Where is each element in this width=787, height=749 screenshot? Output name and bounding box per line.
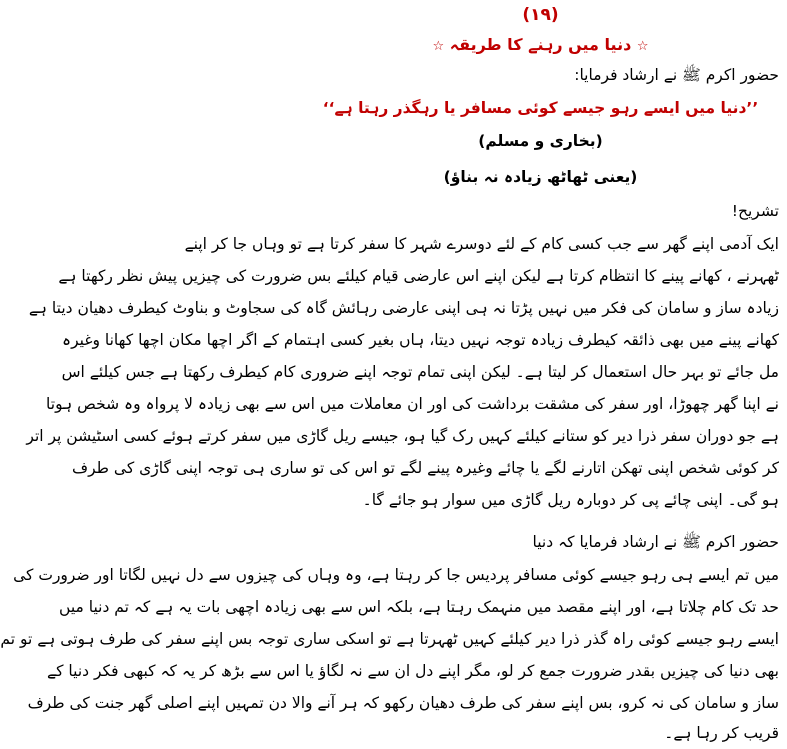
paragraph-line: ساز و سامان کی نہ کرو، بس اپنے سفر کی طرف دھیان رکھو کہ ہر آنے والا دن تمہیں اپنے اصلی گھر جنت کی طرف xyxy=(27,694,779,712)
paragraph-line: ٹھہرنے ، کھانے پینے کا انتظام کرتا ہے لیکن اپنے اس عارضی قیام کیلئے بس ضرورت کی چیزیں پیش نظر رکھتا ہے xyxy=(58,267,779,285)
section-title-text: دنیا میں رہنے کا طریقہ xyxy=(449,35,632,54)
hadith-intro: حضور اکرم ﷺ نے ارشاد فرمایا: xyxy=(574,66,779,84)
paragraph-line: میں تم ایسے ہی رہو جیسے کوئی مسافر پردیس جا کر رہتا ہے، وہ وہاں کی چیزوں سے دل نہیں لگاتا اور ضرورت کی xyxy=(13,566,779,584)
paragraph-line: بھی دنیا کی چیزیں بقدر ضرورت جمع کر لو، مگر اپنے دل ان سے نہ لگاؤ یا اس سے بڑھ کر یہ کہ کبھی فکر دنیا کے xyxy=(47,662,779,680)
tashreeh-heading: تشریح! xyxy=(731,202,779,220)
paragraph-line: ایسے رہو جیسے کوئی راہ گذر ذرا دیر کیلئے کہیں ٹھہرتا ہے تو اسکی ساری توجہ بس اپنے سفر کی طرف ہوتی ہے تو تم xyxy=(0,630,779,648)
star-icon: ☆ xyxy=(636,39,649,54)
paragraph-line: حد تک کام چلاتا ہے، اور اپنے مقصد میں منہمک رہتا ہے، بلکہ اس سے بھی زیادہ اچھی بات یہ ہے کہ تم دنیا میں xyxy=(59,598,779,616)
paragraph-line: ہے جو دوران سفر ذرا دیر کو ستانے کیلئے کہیں رک گیا ہو، جیسے ریل گاڑی میں سفر کرتے ہوئے کسی اسٹیشن پر اتر xyxy=(26,427,779,445)
star-icon: ☆ xyxy=(432,39,445,54)
hadith-explanation: (یعنی ٹھاٹھ زیادہ نہ بناؤ) xyxy=(443,168,638,186)
paragraph-line: کھانے پینے میں بھی ذائقہ کیطرف زیادہ توجہ نہیں دیتا، ہاں بغیر کسی اہتمام کے اگر اچھا مکان اچھا کھانا وغیرہ xyxy=(62,331,779,349)
section-title xyxy=(294,35,787,54)
paragraph-line: ایک آدمی اپنے گھر سے جب کسی کام کے لئے دوسرے شہر کا سفر کرتا ہے تو وہاں جا کر اپنے xyxy=(184,235,779,253)
hadith-reference: (بخاری و مسلم) xyxy=(478,132,603,150)
paragraph-line: کر کوئی شخص اپنی تھکن اتارنے لگے یا چائے وغیرہ پینے لگے تو اس کی تو ساری ہی توجہ اپنی گاڑی کی طرف xyxy=(72,459,779,477)
paragraph-line: نے اپنا گھر چھوڑا، اور سفر کی مشقت برداشت کی اور ان معاملات میں اس سے بھی زیادہ لا پرواہ وہ شخص ہوتا xyxy=(46,395,779,413)
paragraph-line: مل جائے تو بہر حال استعمال کر لیتا ہے۔ لیکن اپنی تمام توجہ اپنے ضروری کام کیطرف رکھتا ہے جس کیلئے اس xyxy=(61,363,779,381)
page-number: (۱۹) xyxy=(522,5,559,25)
second-hadith-intro: حضور اکرم ﷺ نے ارشاد فرمایا کہ دنیا xyxy=(532,533,779,551)
paragraph-line: زیادہ ساز و سامان کی فکر میں نہیں پڑتا نہ ہی اپنی عارضی رہائش گاہ کی سجاوٹ و بناوٹ کیطرف دھیان دیتا ہے xyxy=(28,299,779,317)
paragraph-line: قریب کر رہا ہے۔ xyxy=(664,724,779,742)
paragraph-line: ہو گی۔ اپنی چائے پی کر دوبارہ ریل گاڑی میں سوار ہو جائے گا۔ xyxy=(362,491,779,509)
hadith-quote: ’’دنیا میں ایسے رہو جیسے کوئی مسافر یا رہگذر رہتا ہے‘‘ xyxy=(322,99,759,117)
